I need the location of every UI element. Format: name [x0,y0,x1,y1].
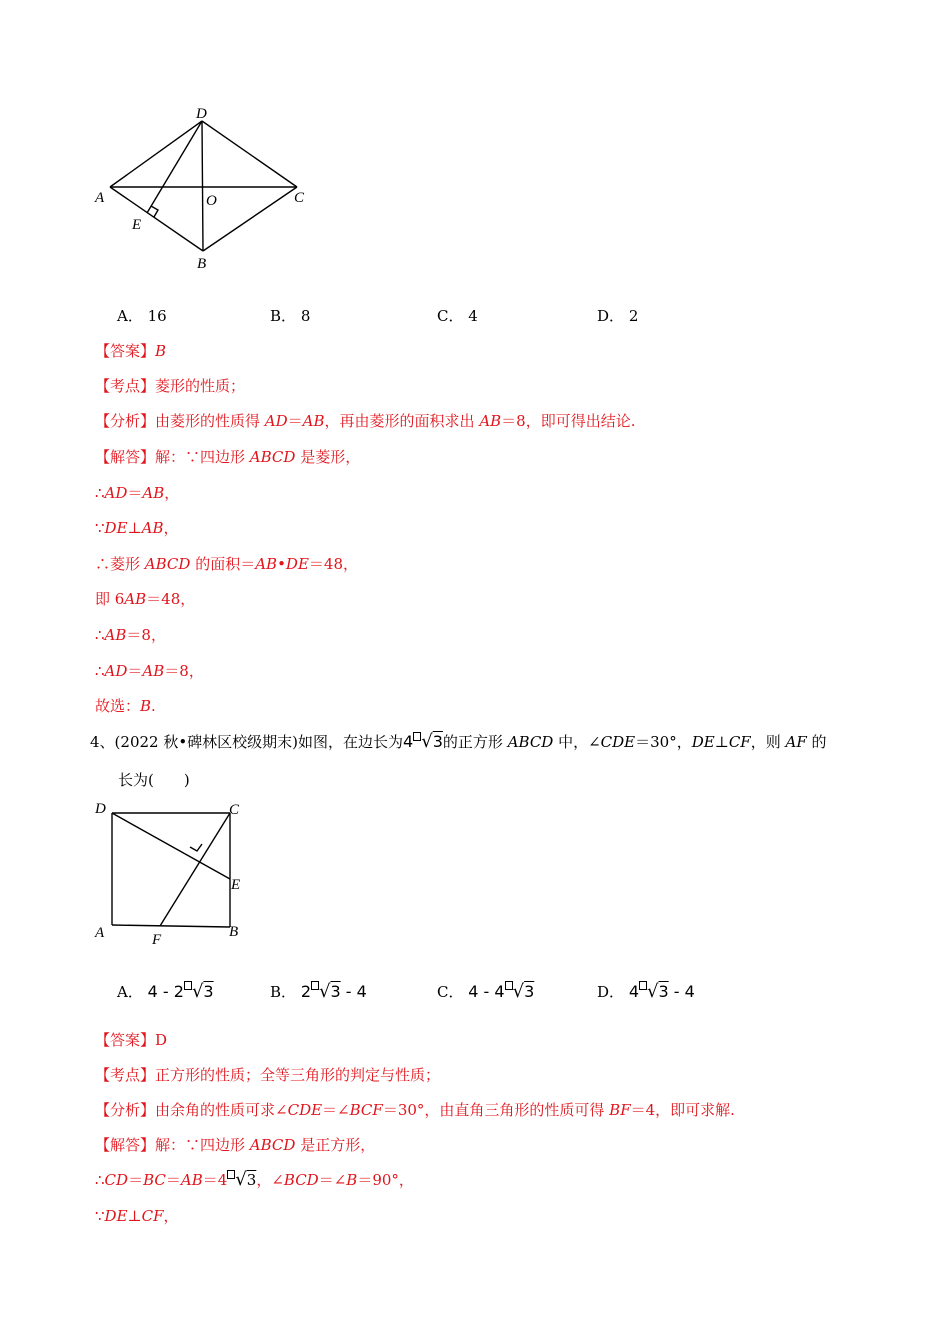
q3-answer: 【答案】B [95,342,167,360]
label-B: B [229,924,239,940]
label-C: C [229,802,240,818]
q4-stem: 4、(2022 秋•碑林区校级期末)如图，在边长为4 √3的正方形 ABCD 中，∠CDE＝30°，DE⊥CF，则 AF 的 [90,731,827,752]
q3-option-d: D． 2 [597,307,639,325]
q4-line-3: ∵DE⊥CF， [95,1207,179,1225]
q4-stem-radical: √3 [413,732,443,752]
side-BA [112,925,230,927]
q3-option-b: B． 8 [270,307,311,325]
q3-line-4: 即 6AB＝48， [95,590,196,608]
segment-DE [147,121,202,213]
segment-AD [110,121,202,187]
q4-option-b: B． 2 √3 - 4 [270,981,367,1002]
q4-point: 【考点】正方形的性质；全等三角形的判定与性质； [95,1066,441,1084]
q4-analysis: 【分析】由余角的性质可求∠CDE＝∠BCF＝30°，由直角三角形的性质可得 BF＝4，即可求解. [95,1101,735,1119]
q3-point: 【考点】菱形的性质； [95,377,246,395]
label-F: F [152,932,162,948]
q3-line-5: ∴AB＝8， [95,626,166,644]
q3-line-2: ∵DE⊥AB， [95,519,179,537]
q3-line-1: ∴AD＝AB， [95,484,180,502]
label-A: A [95,925,105,941]
segment-DE [112,813,230,879]
q3-option-c: C． 4 [437,307,478,325]
label-A: A [95,190,105,206]
q4-stem-line2: 长为( ) [118,771,190,789]
label-C: C [294,190,305,206]
label-O: O [206,193,217,209]
right-angle-mark [190,844,202,851]
rhombus-figure [90,105,320,275]
q4-answer: 【答案】D [95,1031,168,1049]
label-E: E [132,217,142,233]
label-D: D [95,801,106,817]
q3-line-7: 故选：B. [95,697,156,715]
q4-line-2: ∴CD＝BC＝AB＝4 √3，∠BCD＝∠B＝90°， [95,1169,414,1190]
diagonal-DB [202,121,203,251]
q3-line-6: ∴AD＝AB＝8， [95,662,204,680]
q3-option-a: A． 16 [117,307,167,325]
label-D: D [196,106,207,122]
q4-option-d: D． 4 √3 - 4 [597,981,695,1002]
q3-solution: 【解答】解：∵四边形 ABCD 是菱形， [95,448,361,466]
segment-CB [203,187,297,251]
square-figure [90,795,260,950]
label-B: B [197,256,207,272]
q4-option-a: A． 4 - 2 √3 [117,981,214,1002]
segment-CF [160,813,230,926]
q4-option-c: C． 4 - 4 √3 [437,981,535,1002]
segment-DC [202,121,297,187]
q3-line-3: ∴菱形 ABCD 的面积＝AB•DE＝48， [95,555,358,573]
q3-analysis: 【分析】由菱形的性质得 AD＝AB，再由菱形的面积求出 AB＝8，即可得出结论. [95,412,636,430]
label-E: E [231,877,241,893]
q4-solution: 【解答】解：∵四边形 ABCD 是正方形， [95,1136,376,1154]
